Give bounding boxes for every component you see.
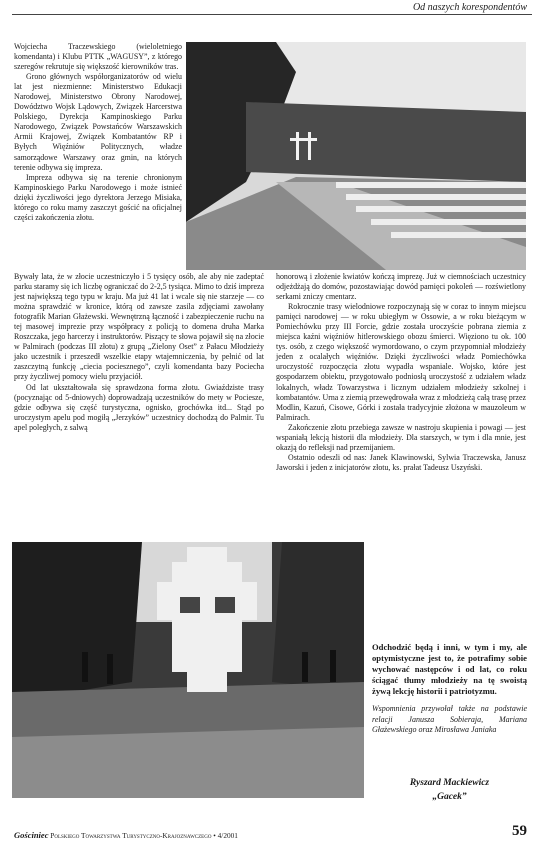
author-name: Ryszard Mackiewicz	[409, 778, 490, 788]
author-nickname: „Gacek”	[432, 792, 467, 802]
section-label: Od naszych korespondentów	[412, 2, 527, 13]
page-number: 59	[512, 823, 527, 839]
monument-photo	[12, 542, 364, 798]
paragraph: Wojciecha Traczewskiego (wieloletniego komendanta) i Klubu PTTK „WAGUSY”, z którego szeregów rekrutuje się większość kierowników tras.	[14, 42, 182, 72]
paragraph: Ostatnio odeszli od nas: Janek Klawinowski, Sylwia Traczewska, Janusz Jaworski i jeden z inicjatorów złotu, ks. prałat Tadeusz Uszyński.	[276, 452, 526, 472]
left-column-mid	[14, 272, 264, 433]
sources-note: Wspomnienia przywołał także na podstawie relacji Janusza Sobieraja, Mariana Głażewskiego oraz Mirosława Janiaka	[372, 704, 527, 734]
paragraph: Grono głównych współorganizatorów od wielu lat jest niezmienne: Ministerstwo Edukacji Narodowej, Ministerstwo Obrony Narodowej, Dowództwo Wojsk Lądowych, Związek Harcerstwa Polskiego, Dyrekcja Kampinoskiego Parku Narodowego, Związek Powstańców Warszawskich Armii Krajowej, Związek Kombatantów RP i Byłych Więźniów Politycznych, władze samorządowe Warszawy oraz gmin, na których terenie odbywa się impreza.	[14, 72, 182, 172]
page-footer	[14, 830, 529, 840]
author-signature	[372, 778, 527, 802]
left-column-top	[14, 42, 182, 223]
paragraph: Impreza odbywa się na terenie chronionym Kampinoskiego Parku Narodowego i może istnieć dzięki życzliwości jego dyrektora Jerzego Misiaka, którego co roku mamy zaszczyt gościć na oficjalnej części zakończenia złotu.	[14, 172, 182, 222]
right-column-mid	[276, 272, 526, 473]
monument-illustration	[12, 542, 364, 798]
cemetery-illustration	[186, 42, 526, 270]
footer-text: Polskiego Towarzystwa Turystyczno-Krajoznawczego • 4/2001	[50, 831, 238, 840]
paragraph: Zakończenie złotu przebiega zawsze w nastroju skupienia i powagi — jest wspaniałą lekcją historii dla młodzieży. Dla starszych, w tym i dla mnie, jest okazją do refleksji nad przemijaniem.	[276, 422, 526, 452]
paragraph: Od lat ukształtowała się sprawdzona forma złotu. Gwiaździste trasy (pocyznając od 5-dniowych) doprowadzają uczestników do mety w Pociesze, gdzie odbywa się część turystyczna, ognisko, grochówka itd... Stąd po uroczystym apelu pod mogiłą „Jerzyków” uczestnicy dochodzą do Palmir. Tu apel poległych, z salwą	[14, 382, 264, 432]
cemetery-photo	[186, 42, 526, 270]
header-rule	[12, 14, 532, 15]
paragraph: Rokrocznie trasy wielodniowe rozpoczynają się w coraz to innym miejscu pamięci narodowej — w roku ubiegłym w Ossowie, a w roku bieżącym w Pomiechówku przy III Forcie, gdzie została uroczyście pobrana ziemia z miejsca kaźni więźniów hitlerowskiego obozu śmierci. Więziono tu ok. 100 tys. osób, z czego większość wymordowano, o czym przypomniał młodzieży jeden z ocalałych więźniów. Dzięki życzliwości władz Pomiechówka uroczystość rozpoczęcia złotu wypadła wspaniale. Wojsko, które jest gospodarzem obiektu, przygotowało podniosłą uroczystość z udziałem władz lokalnych, władz Towarzystwa i licznym udziałem młodzieży szkolnej i kombatantów. Urna z ziemią przewędrowała wraz z młodzieżą całą trasę przez Modlin, Kazuń, Cisowe, Górki i została tradycyjnie złożona w mauzoleum w Palmirach.	[276, 302, 526, 422]
magazine-logo: Gościniec	[14, 830, 49, 840]
closing-quote: Odchodzić będą i inni, w tym i my, ale optymistyczne jest to, że potrafimy sobie wychować następców i od lat, co roku ściągać tłumy młodzieży na tę swoistą żywą lekcję historii i patriotyzmu.	[372, 642, 527, 696]
paragraph: honorową i złożenie kwiatów kończą imprezę. Już w ciemnościach uczestnicy odjeżdżają do domów, pozostawiając dowód pamięci pokoleń — rozświetlony serkami zniczy cmentarz.	[276, 272, 526, 302]
paragraph: Bywały lata, że w złocie uczestniczyło i 5 tysięcy osób, ale aby nie zadeptać parku staramy się ich liczbę ograniczać do 2-2,5 tysiąca. Mimo to dziś impreza jest największą tego typu w kraju. Ma już 41 lat i wcale się nie starzeje — co można sprawdzić w kronice, którą od zawsze zasila zdjęciami zawołany fotografik Marian Głażewski. Wewnętrzną łączność i zabezpieczenie ruchu na tej masowej imprezie przy współpracy z policją to domena druha Marka Roszczaka, jego harcerzy i instruktorów. Piszący te słowa pojawił się na złocie w Palmirach (podczas III złotu) z grupą „Zielony Oset” z Pałacu Młodzieży jako uczestnik i przeszedł wszelkie etapy wtajemniczenia, by pełnić od lat zaszczytną funkcję „ciecia pociesznego”, czyli komendanta bazy Pociecha przy życzliwej pomocy wielu przyjaciół.	[14, 272, 264, 382]
